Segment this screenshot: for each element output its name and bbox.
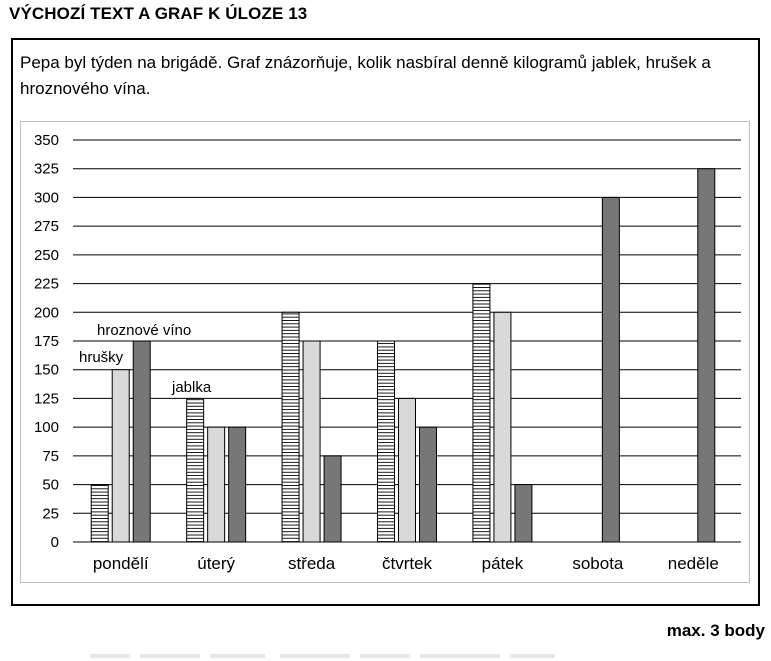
x-category-label: úterý bbox=[197, 554, 236, 573]
bar-vino bbox=[515, 485, 532, 542]
bar-vino bbox=[420, 427, 437, 542]
y-tick-label: 300 bbox=[33, 189, 59, 207]
y-tick-label: 175 bbox=[33, 333, 59, 350]
x-category-label: pátek bbox=[481, 554, 524, 573]
x-category-label: středa bbox=[287, 554, 336, 573]
bar-vino bbox=[698, 169, 715, 542]
series-label-jablka: jablka bbox=[172, 379, 212, 396]
series-label-hrusky: hrušky bbox=[79, 349, 124, 366]
bar-hrusky bbox=[494, 312, 511, 542]
y-tick-label: 325 bbox=[33, 160, 59, 178]
y-tick-label: 125 bbox=[33, 390, 59, 408]
intro-text: Pepa byl týden na brigádě. Graf znázorňuje, kolik nasbíral denně kilogramů jablek, hrušek a hroznového vína. bbox=[20, 53, 711, 98]
y-tick-label: 50 bbox=[42, 476, 59, 494]
y-tick-label: 200 bbox=[33, 304, 59, 322]
bar-hrusky bbox=[208, 427, 225, 542]
bar-vino bbox=[133, 341, 150, 542]
y-tick-label: 100 bbox=[33, 419, 59, 437]
chart-panel bbox=[20, 121, 750, 583]
bar-jablka bbox=[187, 398, 204, 542]
bar-hrusky bbox=[112, 370, 129, 542]
max-points-label: max. 3 body bbox=[666, 621, 765, 640]
bar-vino bbox=[324, 456, 341, 542]
y-tick-label: 0 bbox=[50, 534, 59, 551]
y-tick-label: 25 bbox=[42, 505, 59, 523]
x-category-label: sobota bbox=[572, 554, 624, 573]
bar-hrusky bbox=[303, 341, 320, 542]
bar-jablka bbox=[473, 284, 490, 542]
bar-hrusky bbox=[399, 398, 416, 542]
cut-off-text-fragment bbox=[90, 650, 690, 660]
bar-jablka bbox=[378, 341, 395, 542]
y-tick-label: 225 bbox=[33, 275, 59, 293]
y-tick-label: 250 bbox=[33, 246, 59, 264]
series-label-vino: hroznové víno bbox=[97, 322, 192, 339]
x-category-label: pondělí bbox=[92, 554, 149, 573]
bar-chart bbox=[21, 122, 751, 584]
y-tick-label: 275 bbox=[33, 218, 59, 236]
bar-vino bbox=[602, 197, 619, 542]
y-tick-label: 150 bbox=[33, 361, 59, 379]
x-category-label: neděle bbox=[667, 554, 719, 573]
x-category-label: čtvrtek bbox=[381, 554, 433, 573]
bar-jablka bbox=[282, 312, 299, 542]
bar-jablka bbox=[91, 485, 108, 542]
y-tick-label: 350 bbox=[33, 132, 59, 149]
y-tick-label: 75 bbox=[42, 447, 59, 465]
bar-vino bbox=[229, 427, 246, 542]
task-heading: VÝCHOZÍ TEXT A GRAF K ÚLOZE 13 bbox=[9, 4, 308, 23]
